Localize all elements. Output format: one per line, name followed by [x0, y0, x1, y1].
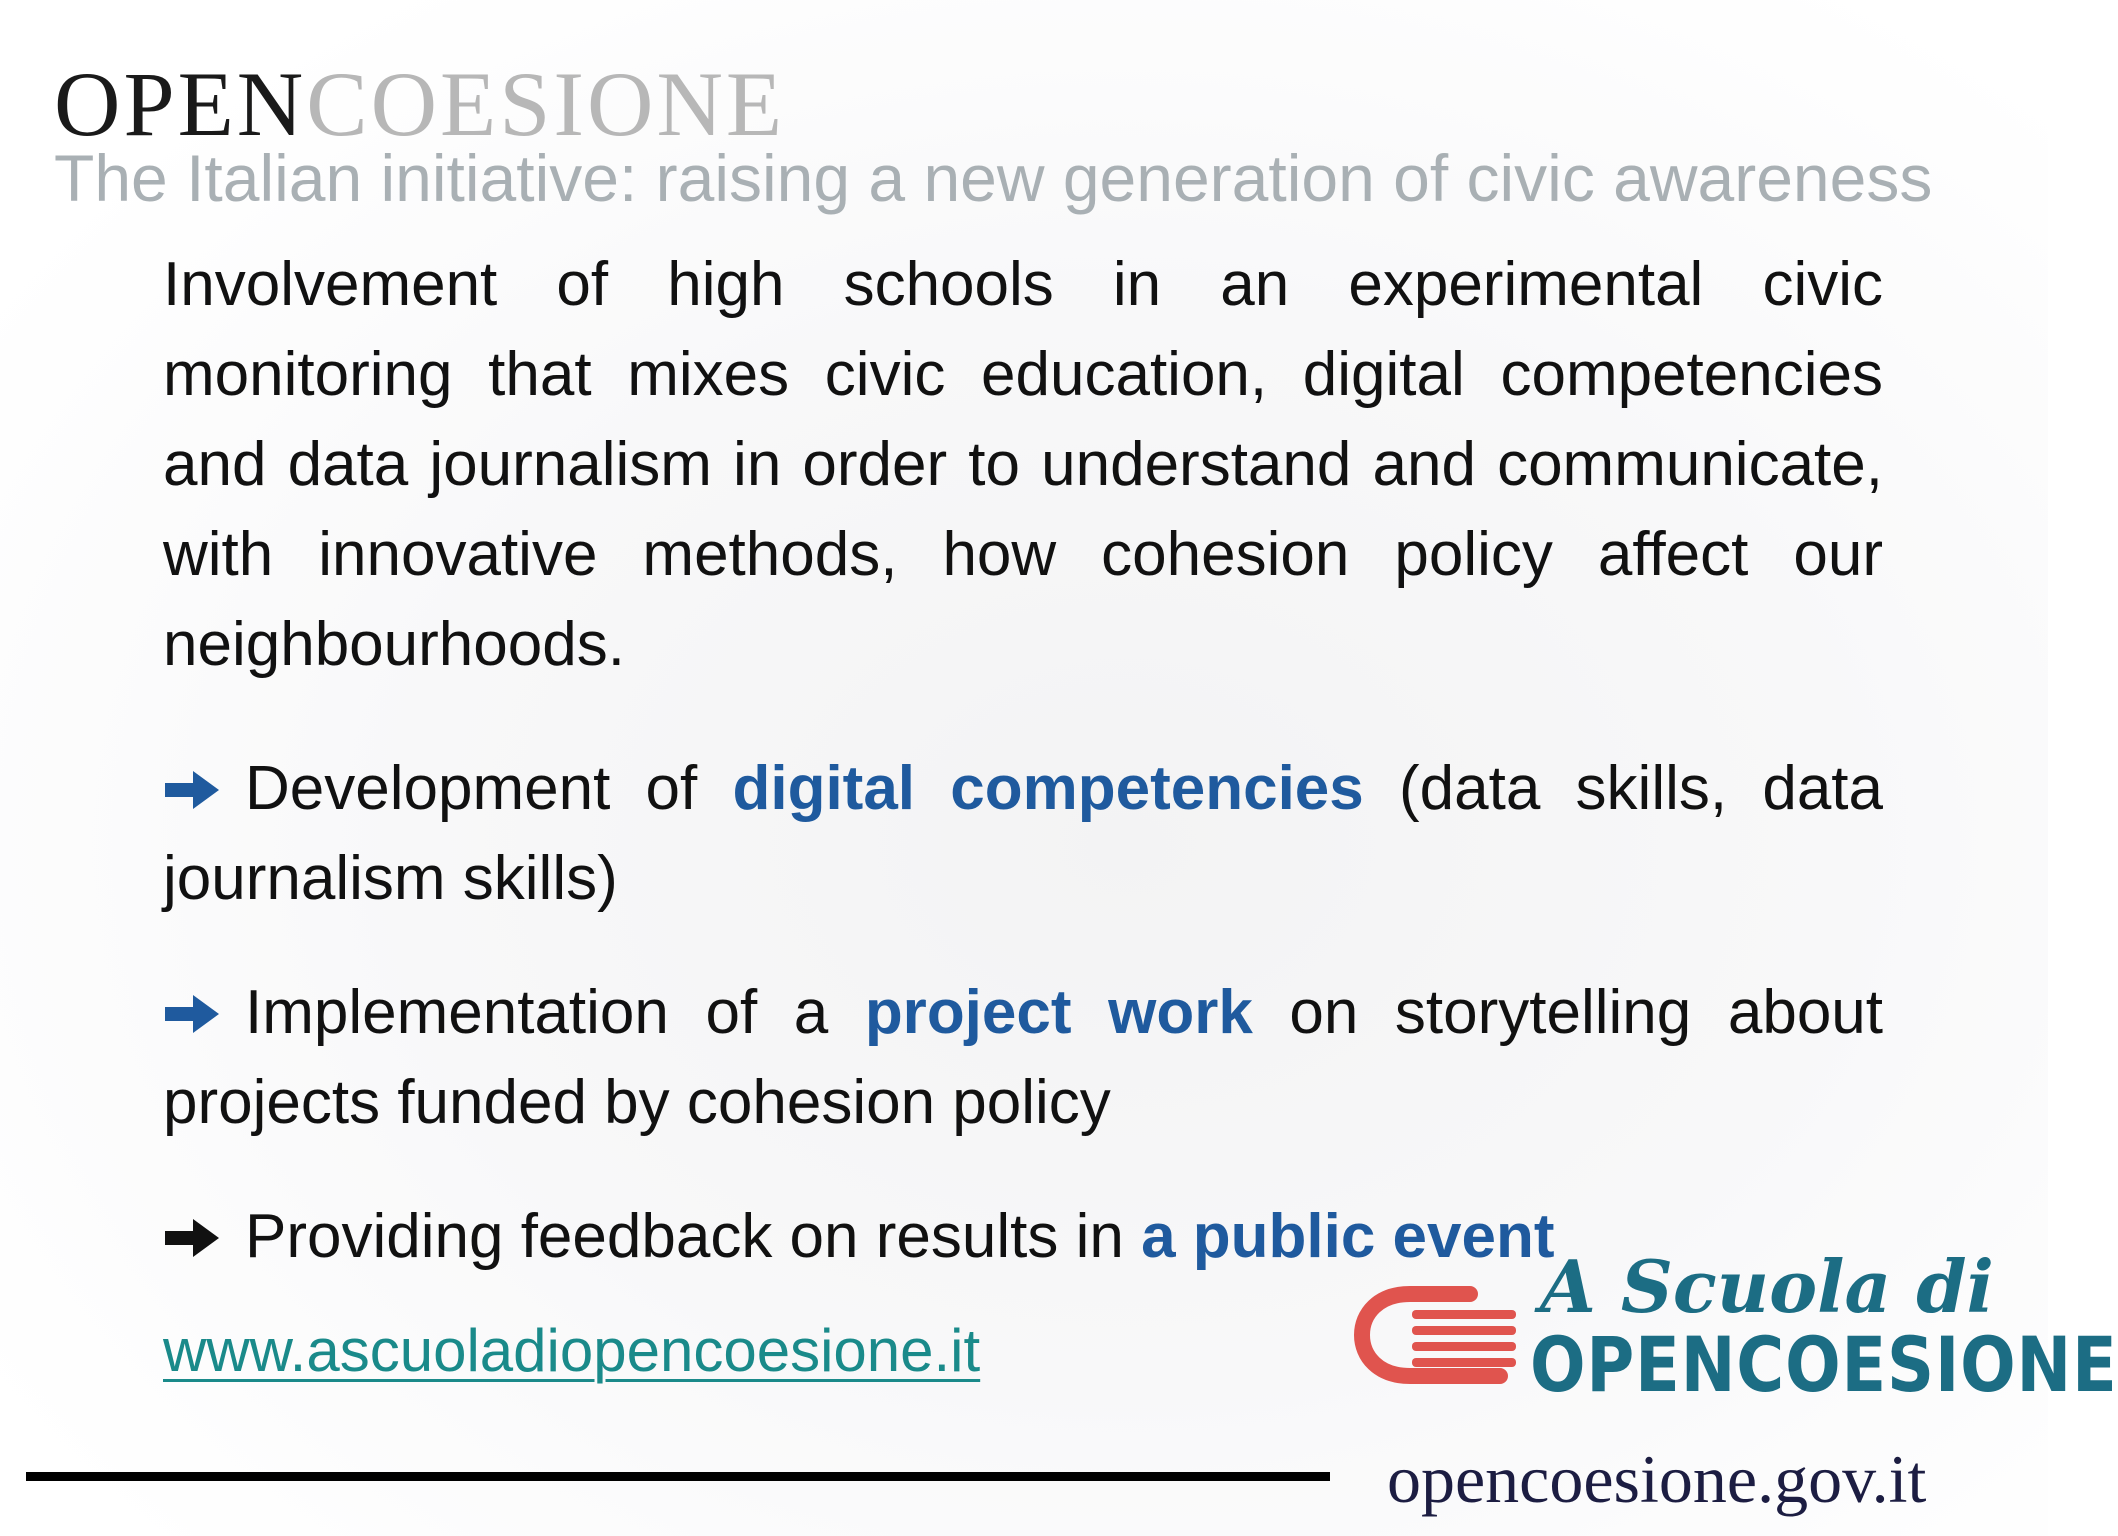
bullet-highlight: project work: [864, 978, 1253, 1047]
arrow-right-icon: [163, 765, 223, 815]
arrow-shape: [165, 771, 219, 809]
page-line-1: [1412, 1310, 1516, 1319]
bullet-highlight: digital competencies: [732, 754, 1364, 823]
opencoesione-wordmark: [54, 53, 786, 155]
book-stack-icon: [1350, 1280, 1520, 1390]
bullet-text-before: Implementation of a: [245, 978, 865, 1047]
slide-subtitle: The Italian initiative: raising a new generation of civic awareness: [54, 141, 1933, 215]
bullet-item-digital-competencies: [163, 744, 1883, 924]
ascuola-website-link[interactable]: www.ascuoladiopencoesione.it: [163, 1317, 981, 1384]
slide-body: [163, 240, 1883, 1282]
page-line-2: [1412, 1326, 1516, 1335]
intro-paragraph: Involvement of high schools in an experimental civic monitoring that mixes civic education, digital competencies and data journalism in order to understand and communicate, with innovative methods, how cohesion policy affect our neighbourhoods.: [163, 250, 1883, 679]
footer-site-name: opencoesione.gov.it: [1387, 1441, 1927, 1517]
arrow-right-icon: [163, 1213, 223, 1263]
bullet-text-before: Development of: [245, 754, 733, 823]
arrow-shape: [165, 995, 219, 1033]
bullet-item-project-work: [163, 968, 1883, 1148]
brand-open-text: OPEN: [54, 53, 307, 155]
bullet-text-after: on storytelling about projects funded by cohesion policy: [163, 978, 1884, 1137]
bullet-highlight: a public event: [1141, 1202, 1555, 1271]
arrow-right-icon: [163, 989, 223, 1039]
page-line-3: [1412, 1342, 1516, 1351]
bullet-text-after: (data skills, data journalism skills): [163, 754, 1884, 913]
logo-line-1: A Scuola di: [1540, 1244, 1994, 1329]
logo-line-2: OPENCOESIONE: [1530, 1320, 2118, 1409]
bullet-text-before: Providing feedback on results in: [245, 1202, 1142, 1271]
a-scuola-di-opencoesione-logo: [1350, 1244, 2118, 1409]
brand-coesione-text: COESIONE: [306, 53, 786, 155]
page-line-4: [1412, 1358, 1516, 1367]
footer-divider: [26, 1472, 1330, 1481]
arrow-shape: [165, 1219, 219, 1257]
